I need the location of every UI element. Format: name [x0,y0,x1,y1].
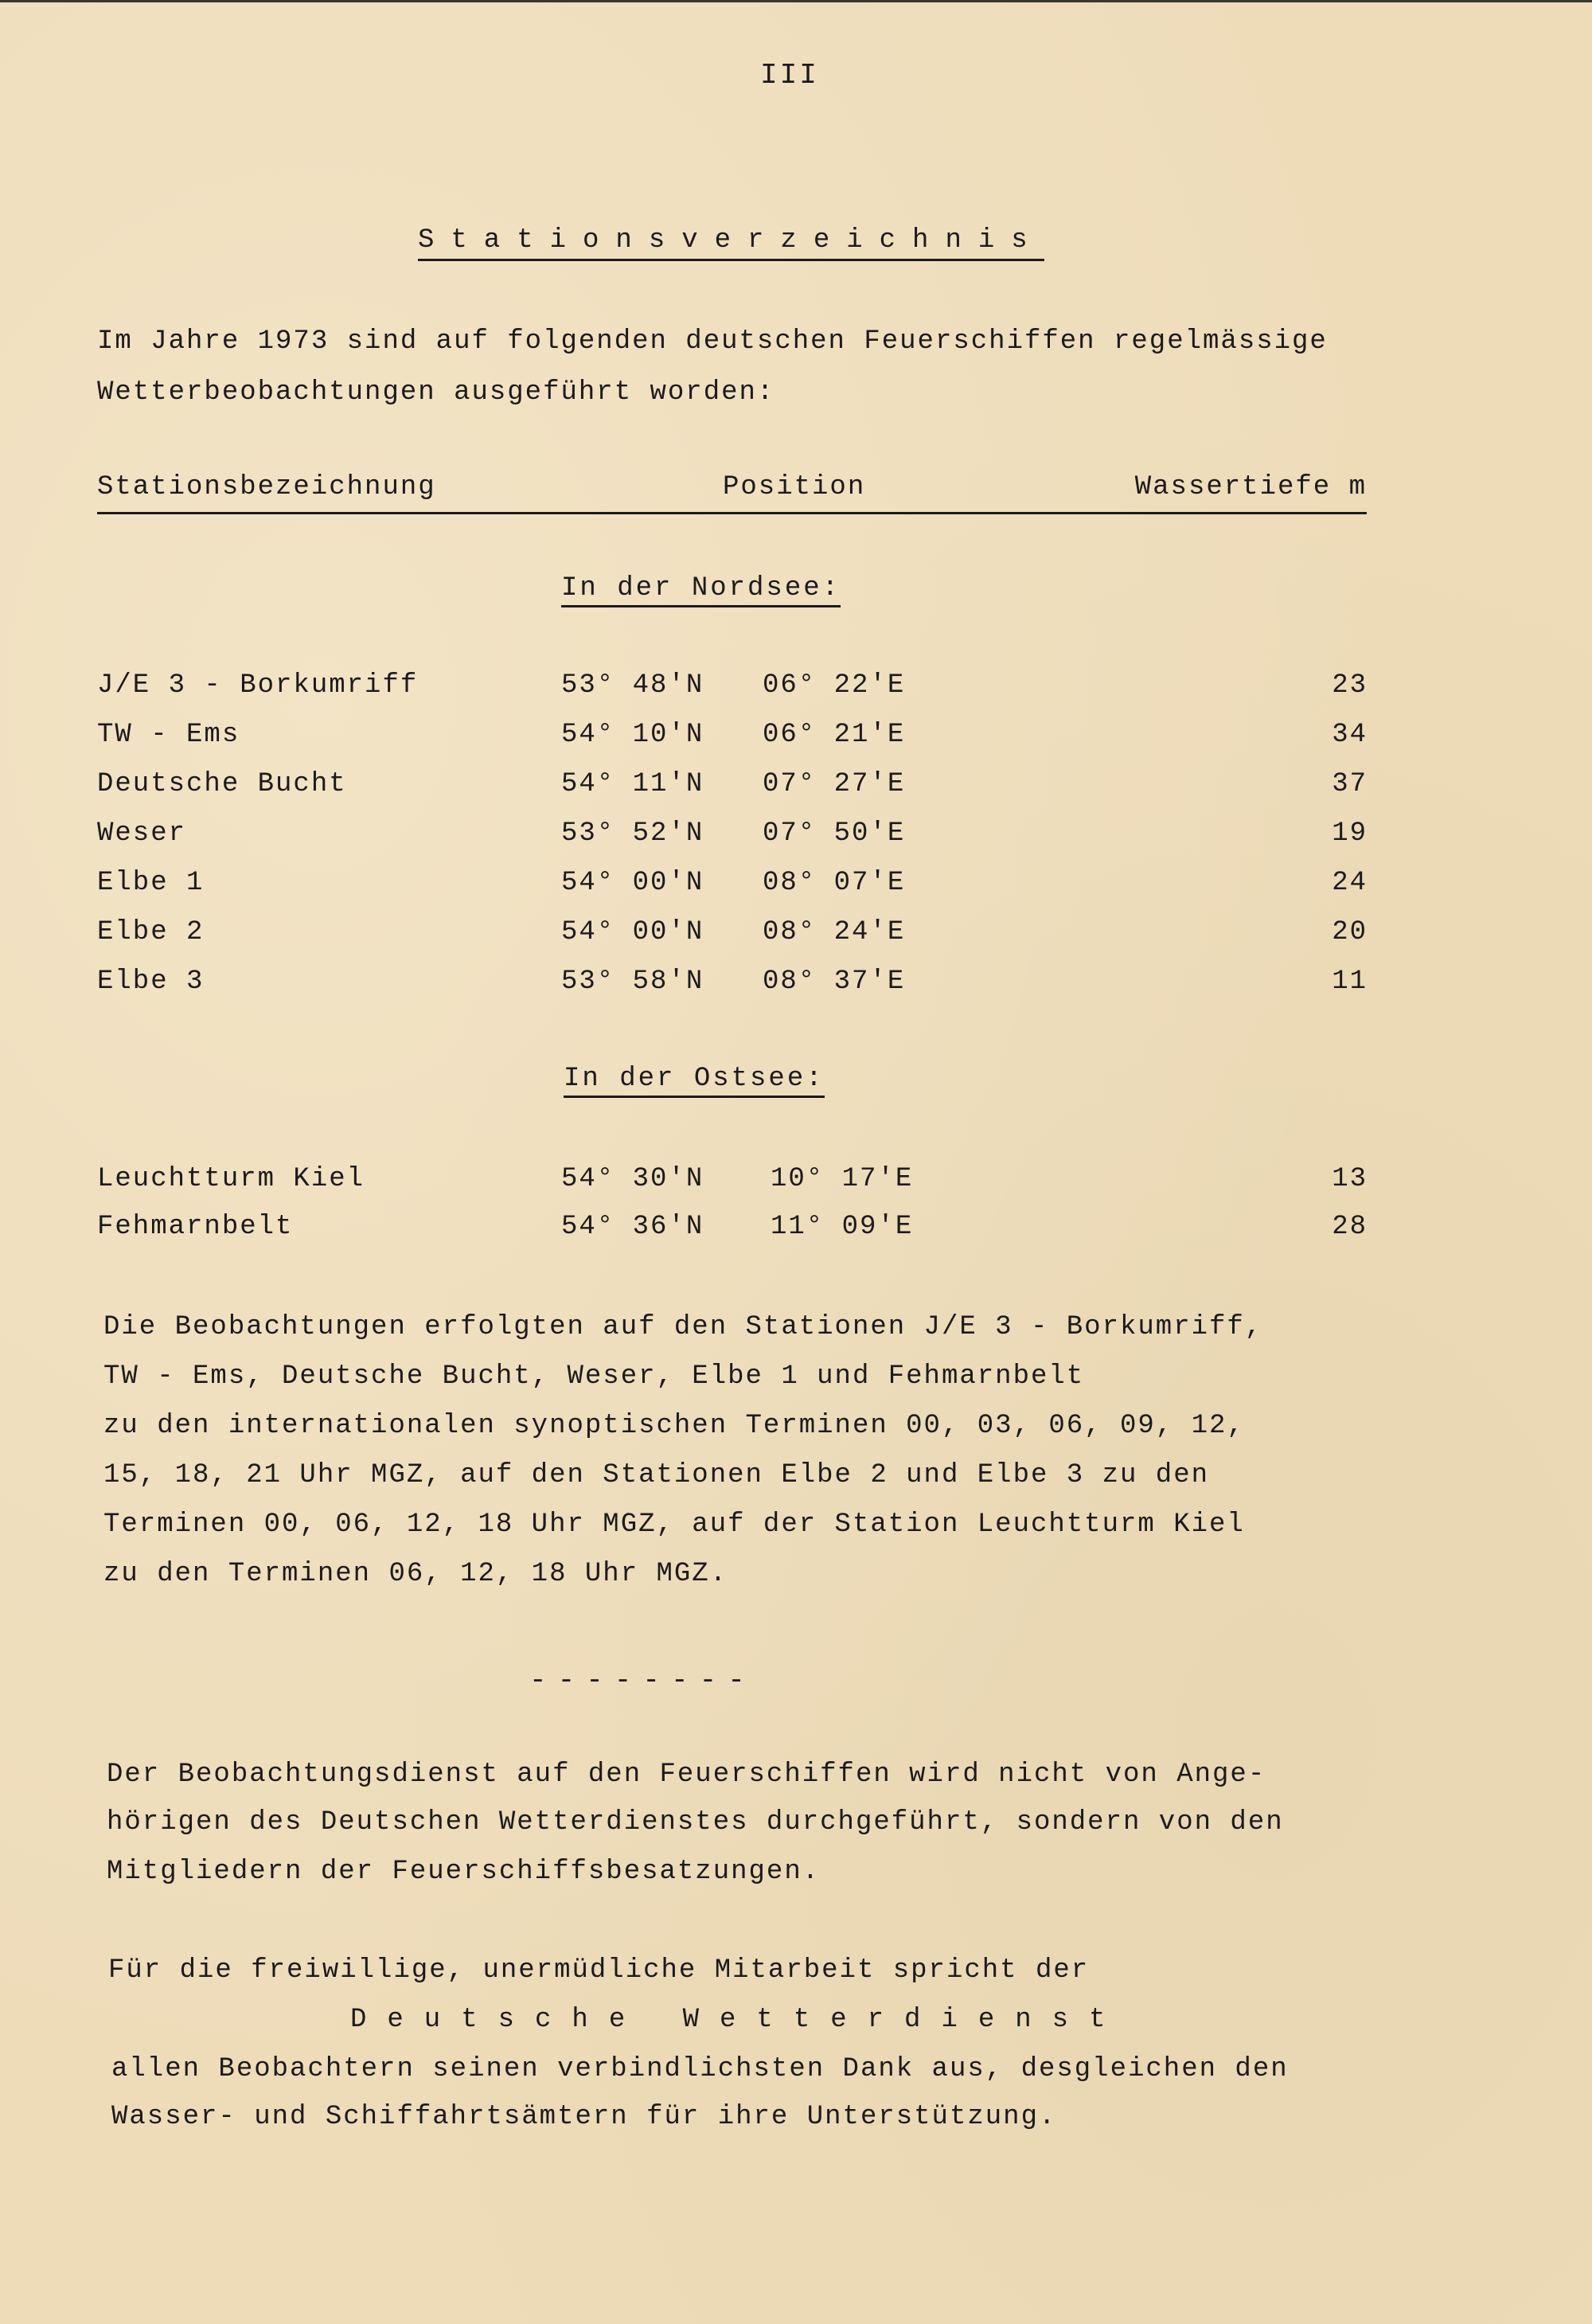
table-row [0,1164,1592,1204]
observations-line: TW - Ems, Deutsche Bucht, Weser, Elbe 1 und Fehmarnbelt [103,1361,1085,1392]
table-row [0,1212,1592,1252]
station-name: Weser [97,818,187,849]
station-name: J/E 3 - Borkumriff [97,670,419,701]
station-longitude: 07° 27'E [763,769,906,799]
station-latitude: 54° 36'N [561,1212,704,1242]
station-latitude: 54° 10'N [561,720,704,750]
section-heading-nordsee: In der Nordsee: [561,573,841,607]
station-name: Elbe 1 [97,868,205,898]
station-latitude: 53° 52'N [561,818,704,849]
table-row [0,967,1592,1006]
observations-line: zu den Terminen 06, 12, 18 Uhr MGZ. [103,1559,728,1589]
station-latitude: 54° 00'N [561,868,704,898]
header-station-name: Stationsbezeichnung [97,472,436,502]
station-latitude: 53° 58'N [561,967,704,997]
thanks-line: Für die freiwillige, unermüdliche Mitarbeit spricht der [108,1955,1090,1986]
station-longitude: 08° 24'E [763,917,906,947]
page-number: III [760,59,819,92]
section-heading-ostsee: In der Ostsee: [564,1064,825,1098]
observations-line: zu den internationalen synoptischen Terminen 00, 03, 06, 09, 12, [103,1411,1245,1441]
table-row [0,917,1592,957]
station-name: Elbe 2 [97,917,205,947]
intro-line: Wetterbeobachtungen ausgeführt worden: [97,377,775,408]
station-name: Deutsche Bucht [97,769,347,799]
station-depth: 24 [1332,868,1368,898]
station-name: Leuchtturm Kiel [97,1164,365,1194]
table-header [97,472,1367,514]
station-latitude: 54° 00'N [561,917,704,947]
organisation-name: Deutsche Wetterdienst [350,2005,1126,2035]
station-depth: 37 [1332,769,1368,799]
observations-line: 15, 18, 21 Uhr MGZ, auf den Stationen Elbe 2 und Elbe 3 zu den [103,1460,1210,1490]
station-longitude: 10° 17'E [771,1164,914,1194]
table-row [0,868,1592,908]
table-row [0,720,1592,760]
table-row [0,818,1592,858]
service-line: Der Beobachtungsdienst auf den Feuerschiffen wird nicht von Ange- [107,1760,1266,1790]
station-name: TW - Ems [97,720,240,750]
thanks-line: Wasser- und Schiffahrtsämtern für ihre Unterstützung. [111,2102,1057,2132]
station-depth: 23 [1332,670,1368,701]
service-line: Mitgliedern der Feuerschiffsbesatzungen. [107,1857,821,1887]
station-latitude: 54° 11'N [561,769,704,799]
station-longitude: 11° 09'E [771,1212,914,1242]
station-depth: 28 [1332,1212,1368,1242]
page-title: Stationsverzeichnis [418,225,1044,261]
station-latitude: 54° 30'N [561,1164,704,1194]
table-row [0,769,1592,809]
station-depth: 34 [1332,720,1368,750]
station-longitude: 08° 37'E [763,967,906,997]
intro-line: Im Jahre 1973 sind auf folgenden deutschen Feuerschiffen regelmässige [97,326,1328,357]
page-top-edge [0,0,1592,2]
station-longitude: 07° 50'E [763,818,906,849]
station-name: Elbe 3 [97,967,205,997]
observations-line: Terminen 00, 06, 12, 18 Uhr MGZ, auf der Station Leuchtturm Kiel [103,1510,1245,1540]
station-longitude: 08° 07'E [763,868,906,898]
thanks-line: allen Beobachtern seinen verbindlichsten Dank aus, desgleichen den [111,2054,1289,2084]
station-depth: 11 [1332,967,1368,997]
station-latitude: 53° 48'N [561,670,704,701]
table-row [0,670,1592,710]
service-line: hörigen des Deutschen Wetterdienstes durchgeführt, sondern von den [107,1807,1284,1838]
header-water-depth: Wassertiefe m [1134,472,1367,502]
station-name: Fehmarnbelt [97,1212,294,1242]
header-position: Position [723,472,866,502]
station-longitude: 06° 21'E [763,720,906,750]
station-depth: 19 [1332,818,1368,849]
separator-dashes: -------- [529,1664,756,1697]
observations-line: Die Beobachtungen erfolgten auf den Stationen J/E 3 - Borkumriff, [103,1312,1263,1342]
station-longitude: 06° 22'E [763,670,906,701]
station-depth: 20 [1332,917,1368,947]
station-depth: 13 [1332,1164,1368,1194]
